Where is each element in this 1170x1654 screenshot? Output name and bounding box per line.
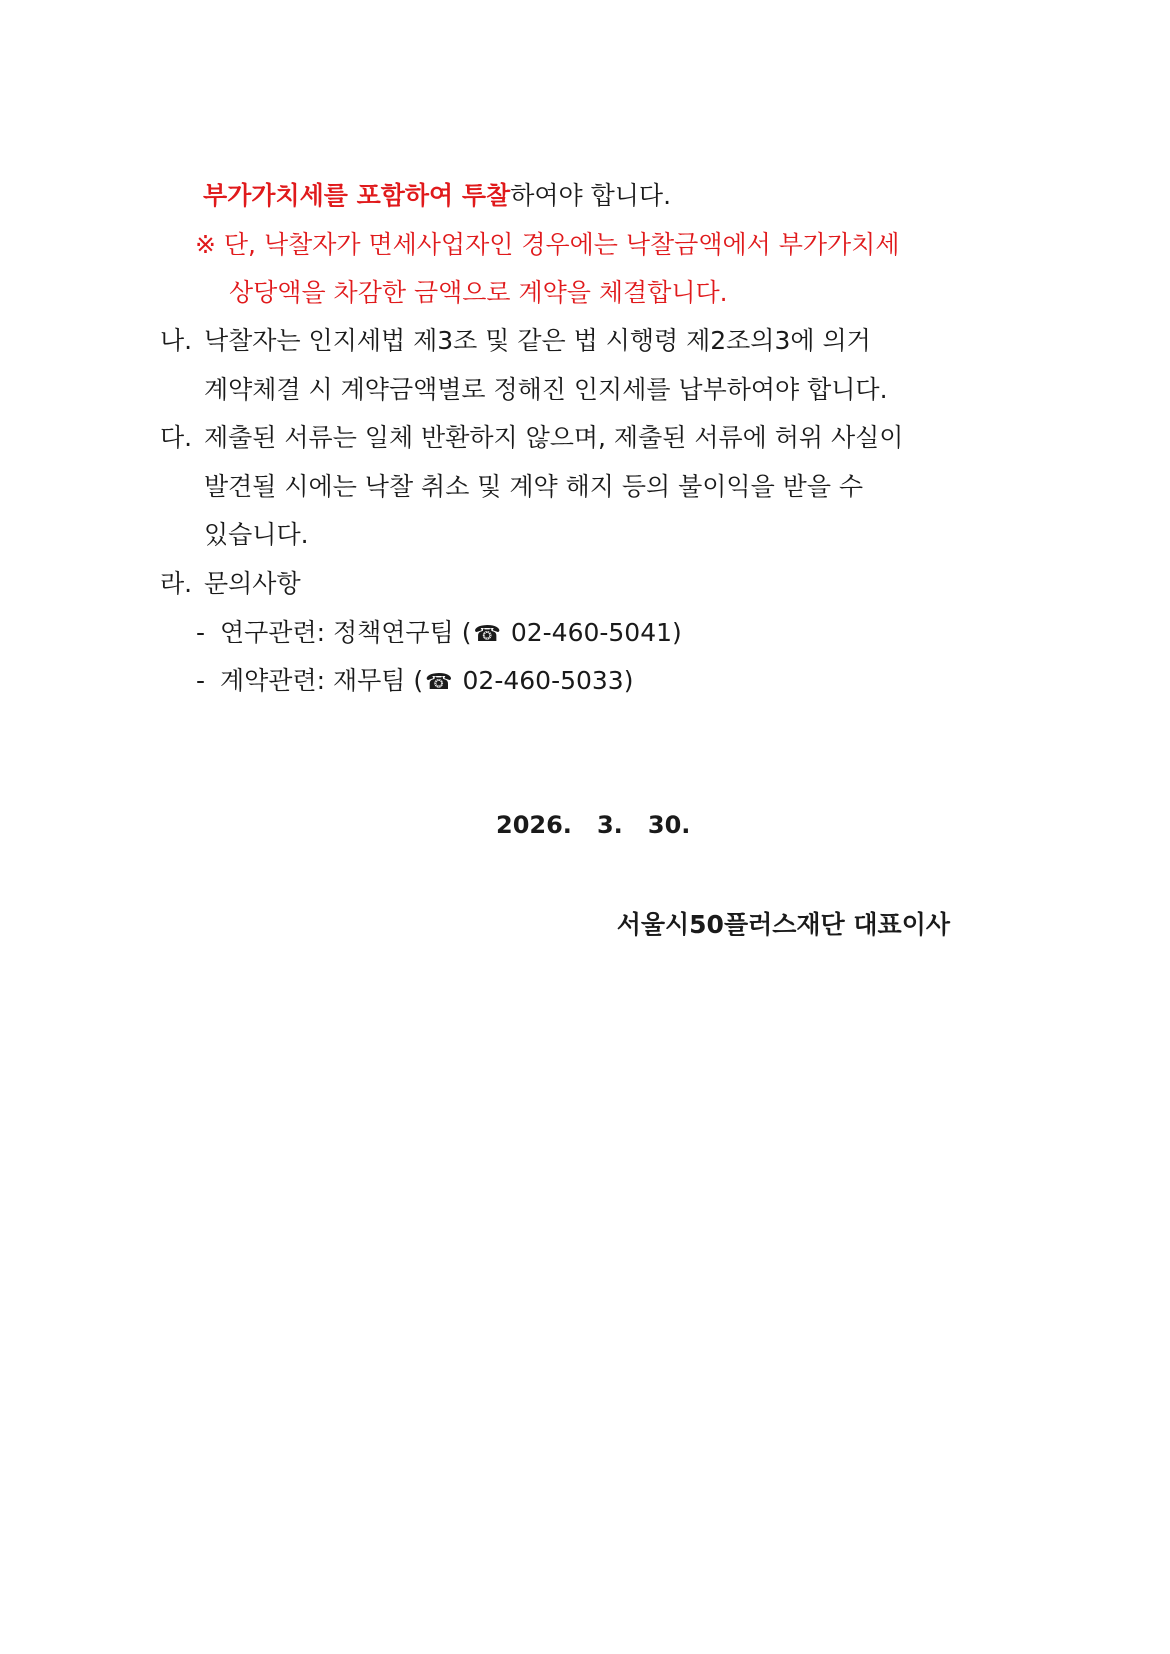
contact-label: 연구관련:: [220, 618, 326, 647]
contact-phone: 02-460-5033): [462, 666, 634, 695]
contact-paren: (: [461, 618, 472, 647]
item-da-line-1: [160, 422, 903, 454]
item-ra-line-1: [160, 568, 301, 600]
intro-line: [203, 180, 671, 212]
contact-paren: (: [413, 666, 424, 695]
item-na-line-1: [160, 325, 871, 357]
note-line-2: 상당액을 차감한 금액으로 계약을 체결합니다.: [229, 278, 728, 307]
contact-contract: [196, 665, 633, 699]
note-line-1: ※ 단, 낙찰자가 면세사업자인 경우에는 낙찰금액에서 부가가치세: [195, 230, 900, 259]
item-da-line-2: 발견될 시에는 낙찰 취소 및 계약 해지 등의 불이익을 받을 수: [204, 472, 864, 501]
contact-research: [196, 617, 682, 651]
signer: 서울시50플러스재단 대표이사: [616, 910, 950, 939]
item-da-line-3: 있습니다.: [204, 520, 309, 549]
contact-dash: -: [196, 666, 206, 695]
item-marker: 라.: [160, 569, 193, 598]
contact-team: 재무팀: [332, 666, 406, 695]
document-date: 2026. 3. 30.: [496, 811, 691, 839]
contact-team: 정책연구팀: [332, 618, 454, 647]
contact-phone: 02-460-5041): [510, 618, 682, 647]
item-text: 문의사항: [204, 569, 301, 598]
contact-label: 계약관련:: [220, 666, 326, 695]
item-text: 제출된 서류는 일체 반환하지 않으며, 제출된 서류에 허위 사실이: [204, 423, 904, 452]
intro-emphasis: 부가가치세를 포함하여 투찰: [203, 181, 511, 210]
intro-rest: 하여야 합니다.: [510, 181, 672, 210]
item-marker: 다.: [160, 423, 193, 452]
contact-dash: -: [196, 618, 206, 647]
item-na-line-2: 계약체결 시 계약금액별로 정해진 인지세를 납부하여야 합니다.: [204, 375, 888, 404]
phone-icon: ☎: [473, 622, 501, 647]
item-text: 낙찰자는 인지세법 제3조 및 같은 법 시행령 제2조의3에 의거: [204, 326, 871, 355]
phone-icon: ☎: [425, 670, 453, 695]
item-marker: 나.: [160, 326, 193, 355]
